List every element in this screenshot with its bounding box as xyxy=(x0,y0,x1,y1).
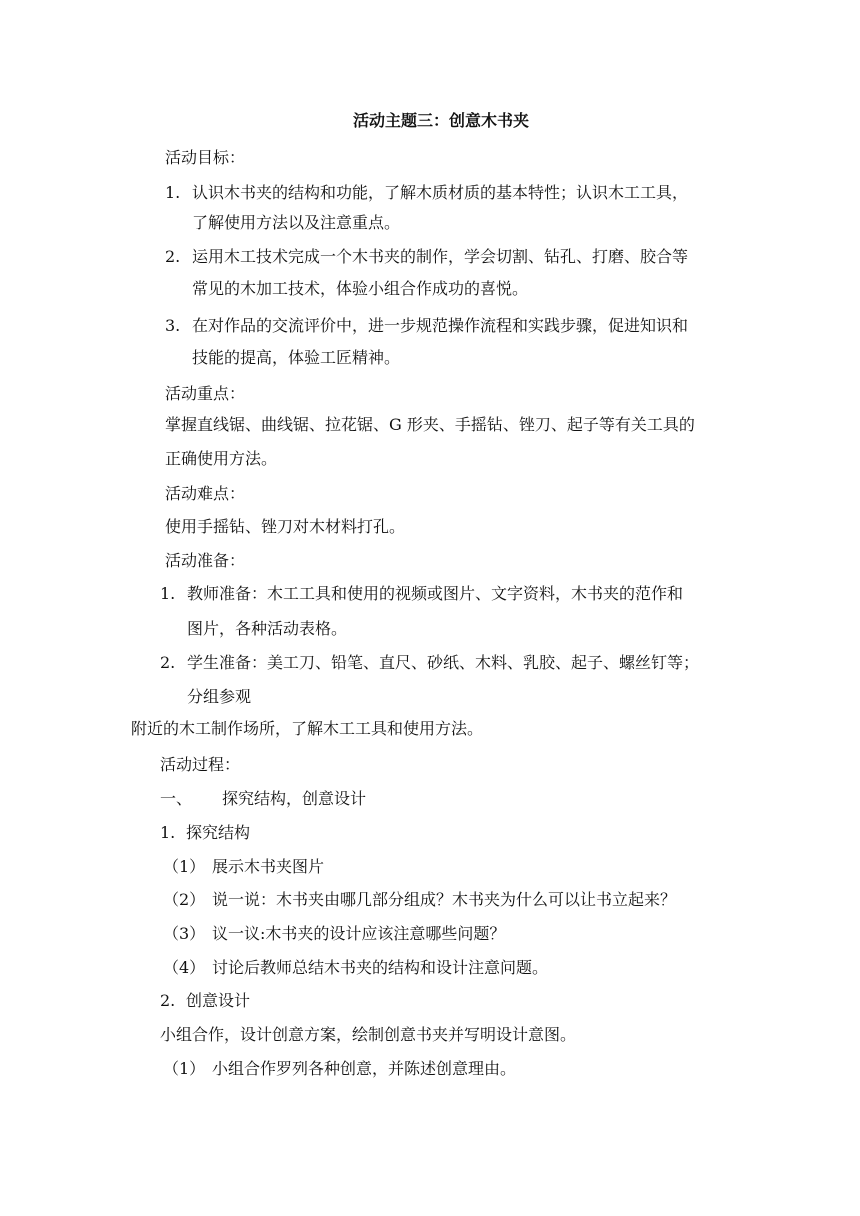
step-text: 议一议:木书夹的设计应该注意哪些问题？ xyxy=(212,924,506,943)
subsection-number: 1. xyxy=(160,823,176,842)
preparation-text-line: 图片，各种活动表格。 xyxy=(187,619,348,638)
step-number: （4） xyxy=(163,958,206,977)
step-text: 展示木书夹图片 xyxy=(212,857,325,876)
difficulty-heading: 活动难点： xyxy=(165,484,246,503)
goal-text-line: 技能的提高，体验工匠精神。 xyxy=(192,348,401,367)
preparation-text-line: 教师准备：木工工具和使用的视频或图片、文字资料，木书夹的范作和 xyxy=(187,584,684,603)
step-text: 讨论后教师总结木书夹的结构和设计注意问题。 xyxy=(212,958,549,977)
step-text: 小组合作罗列各种创意，并陈述创意理由。 xyxy=(212,1059,517,1078)
goal-text-line: 认识木书夹的结构和功能，了解木质材质的基本特性；认识木工工具， xyxy=(192,183,689,202)
page-title: 活动主题三：创意木书夹 xyxy=(353,111,530,130)
design-paragraph: 小组合作，设计创意方案，绘制创意书夹并写明设计意图。 xyxy=(160,1025,577,1044)
subsection-title: 创意设计 xyxy=(186,991,251,1010)
key-points-text: 正确使用方法。 xyxy=(165,449,278,468)
step-number: （1） xyxy=(163,857,206,876)
preparation-number: 2. xyxy=(160,653,176,672)
goal-text-line: 了解使用方法以及注意重点。 xyxy=(192,213,401,232)
goals-heading: 活动目标： xyxy=(165,148,246,167)
key-points-text: 掌握直线锯、曲线锯、拉花锯、G 形夹、手摇钻、锉刀、起子等有关工具的 xyxy=(165,415,695,434)
step-number: （3） xyxy=(163,924,206,943)
subsection-number: 2. xyxy=(160,991,176,1010)
preparation-text-line: 分组参观 xyxy=(187,687,252,706)
goal-text-line: 在对作品的交流评价中，进一步规范操作流程和实践步骤，促进知识和 xyxy=(192,316,689,335)
step-text: 说一说：木书夹由哪几部分组成？木书夹为什么可以让书立起来？ xyxy=(212,890,677,909)
key-points-heading: 活动重点： xyxy=(165,384,246,403)
goal-number: 2. xyxy=(165,247,181,266)
goal-number: 3. xyxy=(165,316,181,335)
goal-text-line: 运用木工技术完成一个木书夹的制作，学会切割、钻孔、打磨、胶合等 xyxy=(192,247,689,266)
goal-text-line: 常见的木加工技术，体验小组合作成功的喜悦。 xyxy=(192,279,529,298)
goal-number: 1. xyxy=(165,183,181,202)
subsection-title: 探究结构 xyxy=(186,823,251,842)
step-number: （2） xyxy=(163,890,206,909)
section-number: 一、 xyxy=(160,789,193,808)
preparation-text-line: 学生准备：美工刀、铅笔、直尺、砂纸、木料、乳胶、起子、螺丝钉等； xyxy=(187,653,700,672)
preparation-continuation: 附近的木工制作场所，了解木工工具和使用方法。 xyxy=(131,719,484,738)
difficulty-text: 使用手摇钻、锉刀对木材料打孔。 xyxy=(165,517,406,536)
step-number: （1） xyxy=(163,1059,206,1078)
process-heading: 活动过程： xyxy=(160,755,241,774)
preparation-heading: 活动准备： xyxy=(165,551,246,570)
preparation-number: 1. xyxy=(160,584,176,603)
section-title: 探究结构，创意设计 xyxy=(222,789,367,808)
